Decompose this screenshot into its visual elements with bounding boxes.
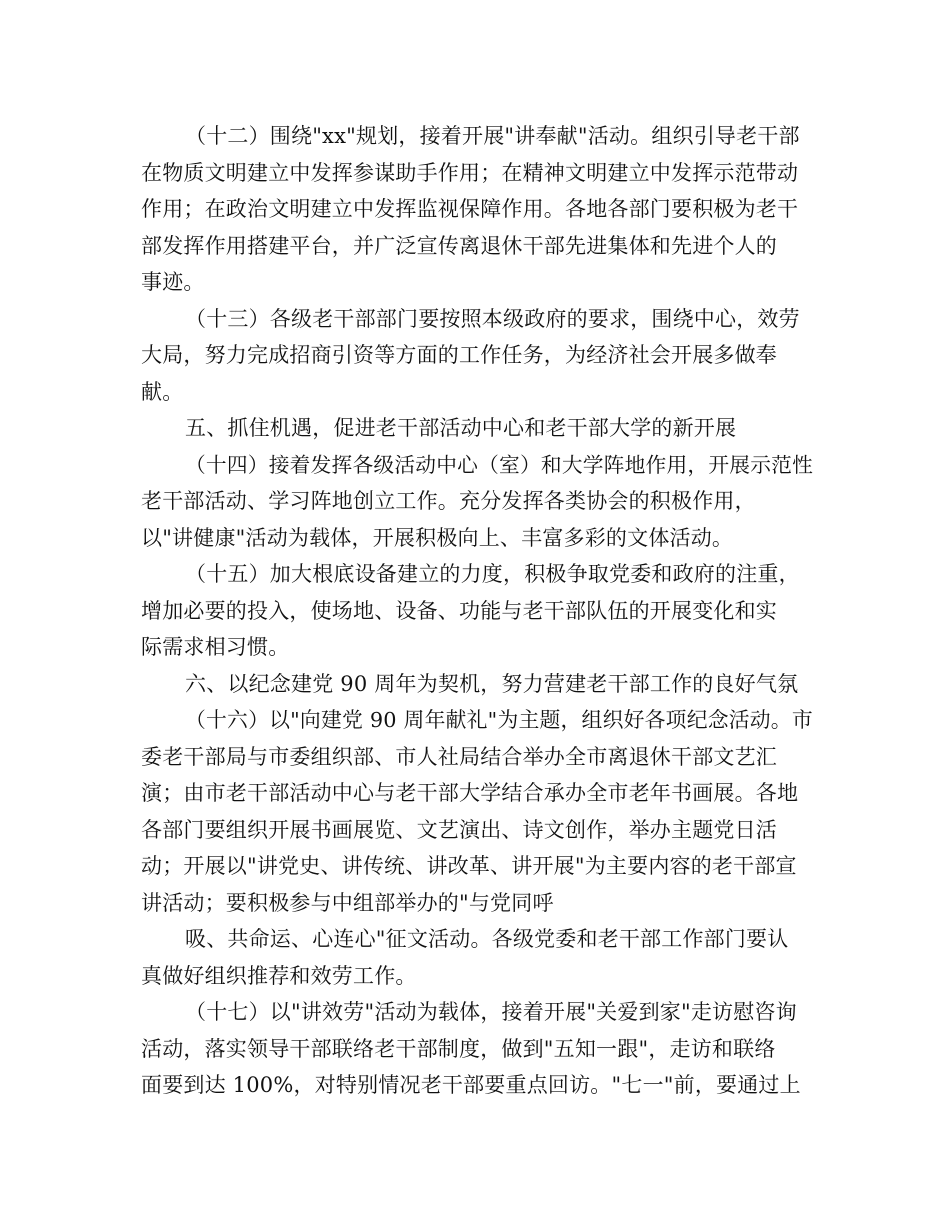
text-line: 老干部活动、学习阵地创立工作。充分发挥各类协会的积极作用， — [141, 489, 756, 513]
text-line: 动；开展以"讲党史、讲传统、讲改革、讲开展"为主要内容的老干部宣 — [141, 854, 797, 878]
text-line: （十五）加大根底设备建立的力度，积极争取党委和政府的注重， — [185, 562, 800, 586]
text-line: （十二）围绕"xx"规划，接着开展"讲奉献"活动。组织引导老干部 — [185, 124, 800, 148]
document-body — [141, 118, 813, 1104]
text-line: （十三）各级老干部部门要按照本级政府的要求，围绕中心，效劳 — [185, 306, 800, 331]
text-line: （十七）以"讲效劳"活动为载体，接着开展"关爱到家"走访慰咨询 — [185, 1000, 797, 1024]
text-line: 五、抓住机遇，促进老干部活动中心和老干部大学的新开展 — [185, 416, 737, 440]
text-line: 事迹。 — [141, 270, 205, 294]
text-line: 部发挥作用搭建平台，并广泛宣传离退休干部先进集体和先进个人的 — [141, 233, 777, 258]
text-line: 在物质文明建立中发挥参谋助手作用；在精神文明建立中发挥示范带动 — [141, 160, 799, 185]
text-line: 各部门要组织开展书画展览、文艺演出、诗文创作，举办主题党日活 — [141, 817, 777, 842]
text-line: 六、以纪念建党 90 周年为契机，努力营建老干部工作的良好气氛 — [185, 671, 799, 696]
text-line: 际需求相习惯。 — [141, 635, 290, 659]
text-line: 增加必要的投入，使场地、设备、功能与老干部队伍的开展变化和实 — [141, 598, 777, 623]
text-line: （十六）以"向建党 90 周年献礼"为主题，组织好各项纪念活动。市 — [185, 708, 813, 732]
text-line: 面要到达 100%，对特别情况老干部要重点回访。"七一"前，要通过上 — [141, 1073, 801, 1097]
text-line: 真做好组织推荐和效劳工作。 — [141, 963, 417, 988]
text-line: 作用；在政治文明建立中发挥监视保障作用。各地各部门要积极为老干 — [141, 197, 799, 221]
text-line: 吸、共命运、心连心"征文活动。各级党委和老干部工作部门要认 — [185, 927, 789, 951]
text-line: 大局，努力完成招商引资等方面的工作任务，为经济社会开展多做奉 — [141, 343, 777, 367]
text-line: 演；由市老干部活动中心与老干部大学结合承办全市老年书画展。各地 — [141, 781, 799, 805]
text-line: 活动，落实领导干部联络老干部制度，做到"五知一跟"，走访和联络 — [141, 1036, 776, 1061]
text-line: 献。 — [141, 379, 184, 404]
text-line: （十四）接着发挥各级活动中心（室）和大学阵地作用，开展示范性 — [185, 452, 814, 477]
text-line: 以"讲健康"活动为载体，开展积极向上、丰富多彩的文体活动。 — [141, 525, 734, 550]
text-line: 讲活动；要积极参与中组部举办的"与党同呼 — [141, 890, 554, 915]
text-line: 委老干部局与市委组织部、市人社局结合举办全市离退休干部文艺汇 — [141, 744, 777, 769]
